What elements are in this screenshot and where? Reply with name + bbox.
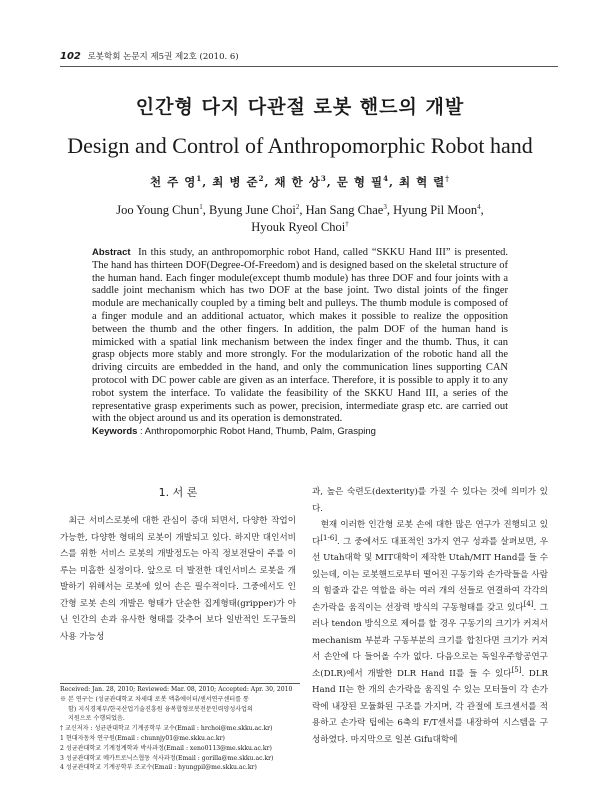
title-korean: 인간형 다지 다관절 로봇 핸드의 개발 bbox=[135, 96, 465, 118]
funding-note-3: 지원으로 수행되었음. bbox=[68, 715, 125, 723]
keywords-label: Keywords bbox=[92, 426, 138, 437]
funding-note-2: 함) 지식경제부/한국산업기술진흥원 융복합형로봇전문인력양성사업의 bbox=[68, 705, 253, 713]
authors-english: Joo Young Chun$^1$, Byung June Choi$^2$, Han Sang Chae$^3$, Hyung Pil Moon$^4$, Hyouk Ryeol Choi† bbox=[116, 202, 484, 234]
footnote-1: 1 현대자동차 연구원(Email : chunnjy01@me.skku.ac.kr) bbox=[60, 734, 225, 742]
related-work-text-3: . 그러나 tendon 방식으로 제어를 할 경우 구동기의 크기가 커져서 mechanism 부분과 구동부분의 크기를 합친다면 크기가 커져서 손안에 다 들어올 수가 없다. 다음으로는 독일우주항공연구소(DLR)에서 개발한 DLR Hand II를 들 수 있다 bbox=[312, 602, 549, 679]
author-ko-2: 최 병 준 bbox=[212, 175, 259, 189]
continuation-paragraph: 과, 높은 숙련도(dexterity)를 가질 수 있다는 것에 의미가 있다. bbox=[312, 487, 548, 514]
author-ko-3-affil: 3 bbox=[320, 174, 327, 184]
author-en-4: Hyung Pil Moon bbox=[393, 203, 478, 217]
related-work-text-2: . 그 중에서도 대표적인 3가지 연구 성과를 살펴보면, 우선 Utah대학 및 MIT대학이 제작한 Utah/MIT Hand를 들 수 있는데, 이는 로봇핸드로부터 떨어진 구동기와 손가락들을 사람의 힘줄과 같은 역할을 하는 여러 개의 선들로 연결하여 각각의 손가락을 움직이는 선장력 방식의 구동형태를 갖고 있다 bbox=[312, 536, 548, 613]
author-en-1-affil: 1 bbox=[199, 202, 203, 211]
author-ko-5-affil: † bbox=[445, 174, 450, 184]
related-work-text-4: . DLR Hand II는 한 개의 손가락을 움직일 수 있는 모터들이 각 손가락에 내장된 모듈화된 구조를 가지며, 각 관절에 토크센서를 적용하고 손가락 팁에는 6축의 F/T센서를 내장하여 시스템을 구성하였다. 마지막으로 일본 Gifu대학에 bbox=[312, 668, 548, 745]
funding-note-1: ※ 본 연구는 (성균관대학교 차세대 로봇 액츄에이터/센서연구센터를 통 bbox=[60, 695, 249, 703]
author-ko-4-affil: 4 bbox=[383, 174, 389, 184]
author-en-3-affil: 3 bbox=[383, 202, 387, 211]
footnote-2: 2 성균관대학교 기계정계학과 박사과정(Email : xeno0113@me.skku.ac.kr) bbox=[60, 744, 272, 752]
author-ko-5: 최 혁 렬 bbox=[398, 175, 446, 189]
author-en-3: Han Sang Chae bbox=[305, 203, 384, 217]
footnote-3: 3 성균관대학교 메카트로닉스협동 석사과정(Email : gorilla@me.skku.ac.kr) bbox=[60, 754, 274, 762]
author-en-2-affil: 2 bbox=[295, 202, 300, 211]
citation-3: [5] bbox=[511, 665, 522, 674]
footnote-corresponding: † 교신저자 : 성균관대학교 기계공학부 교수(Email : hrchoi@me.skku.ac.kr) bbox=[60, 725, 273, 733]
page-number: 102 bbox=[60, 51, 81, 62]
running-header bbox=[60, 50, 239, 62]
footnote-4: 4 성균관대학교 기계공학부 조교수(Email : hyungpil@me.skku.ac.kr) bbox=[60, 764, 257, 772]
author-ko-1: 천 주 영 bbox=[150, 175, 197, 189]
author-ko-2-affil: 2 bbox=[258, 174, 265, 184]
abstract-text: In this study, an anthropomorphic robot Hand, called “SKKU Hand III” is presented. The hand has thirteen DOF(Degree-Of-Freedom) and is designed based on the skeletal structure of the human hand. Each finger module(except thumb module) has three DOF and four joints with a saddle joint mechanism which has two DOF at the base joint. Two distal joints of the finger module are mechanically coupled by a timing belt and pulleys. The thumb module is composed of a finger module and an additional actuator, which makes it possible to realize the opposition between the thumb and the other fingers. In addition, the palm DOF of the human hand is mimicked with a spatial link mechanism between the index finger and the thumb. Thus, it can grasp objects more stably and more strongly. For the modularization of the robotic hand all the driving circuits are embedded in the hand, and only the communication lines supporting CAN protocol with DC power cable are given as an interface. Therefore, it is possible to apply it to any robot system the interface. To validate the feasibility of the SKKU Hand III, a series of the representative grasp experiments such as power, precision, intermediate grasp etc. are carried out with the object around us and its operation is demonstrated. bbox=[92, 247, 508, 425]
journal-name: 로봇학회 논문지 제5권 제2호 (2010. 6) bbox=[87, 52, 239, 62]
header-rule bbox=[60, 66, 558, 67]
author-ko-3: 채 한 상 bbox=[274, 175, 321, 189]
author-ko-4: 문 형 필 bbox=[336, 175, 384, 189]
footnote-rule bbox=[60, 683, 300, 684]
abstract-label: Abstract bbox=[92, 247, 131, 258]
related-work-paragraph bbox=[312, 517, 548, 748]
author-en-5-affil: † bbox=[345, 219, 349, 228]
author-en-2: Byung June Choi bbox=[209, 203, 296, 217]
received-dates: Received: Jan. 28, 2010; Reviewed: Mar. 08, 2010; Accepted: Apr. 30, 2010 bbox=[60, 686, 293, 693]
citation-2: [4] bbox=[523, 599, 534, 608]
author-en-1: Joo Young Chun bbox=[116, 203, 200, 217]
author-ko-1-affil: 1 bbox=[196, 174, 203, 184]
footnotes bbox=[60, 685, 300, 773]
section-heading-introduction: 1. 서 론 bbox=[158, 486, 198, 499]
introduction-paragraph: 최근 서비스로봇에 대한 관심이 증대 되면서, 다양한 작업이 가능한, 다양한 형태의 로봇이 개발되고 있다. 하지만 대인서비스를 위한 서비스 로봇의 개발정도는 아직 정보전달이 주를 이루는 미흡한 실정이다. 앞으로 더 발전한 대인서비스 로봇을 개발하기 위해서는 로봇에 있어 손은 필수적이다. 그중에서도 인간형 로봇 손의 개발은 형태가 단순한 집게형태(gripper)가 아닌 인간의 손과 유사한 형태를 갖추어 보다 일반적인 도구들의 사용 가능성 bbox=[60, 516, 296, 642]
authors-korean: 천 주 영$^1$, 최 병 준$^2$, 채 한 상$^3$, 문 형 필$^4$, 최 혁 렬† bbox=[150, 174, 450, 189]
left-column bbox=[60, 485, 296, 645]
title-english: Design and Control of Anthropomorphic Robot hand bbox=[67, 133, 533, 158]
right-column bbox=[312, 484, 548, 748]
abstract bbox=[92, 247, 508, 426]
author-en-4-affil: 4 bbox=[477, 202, 481, 211]
related-work-text-1: 현재 이러한 인간형 로봇 손에 대한 많은 연구가 진행되고 있다 bbox=[312, 520, 548, 547]
keywords-text: : Anthropomorphic Robot Hand, Thumb, Palm, Grasping bbox=[140, 426, 376, 437]
author-en-5: Hyouk Ryeol Choi bbox=[251, 220, 346, 234]
keywords bbox=[92, 426, 508, 437]
citation-1: [1-6] bbox=[320, 533, 338, 542]
